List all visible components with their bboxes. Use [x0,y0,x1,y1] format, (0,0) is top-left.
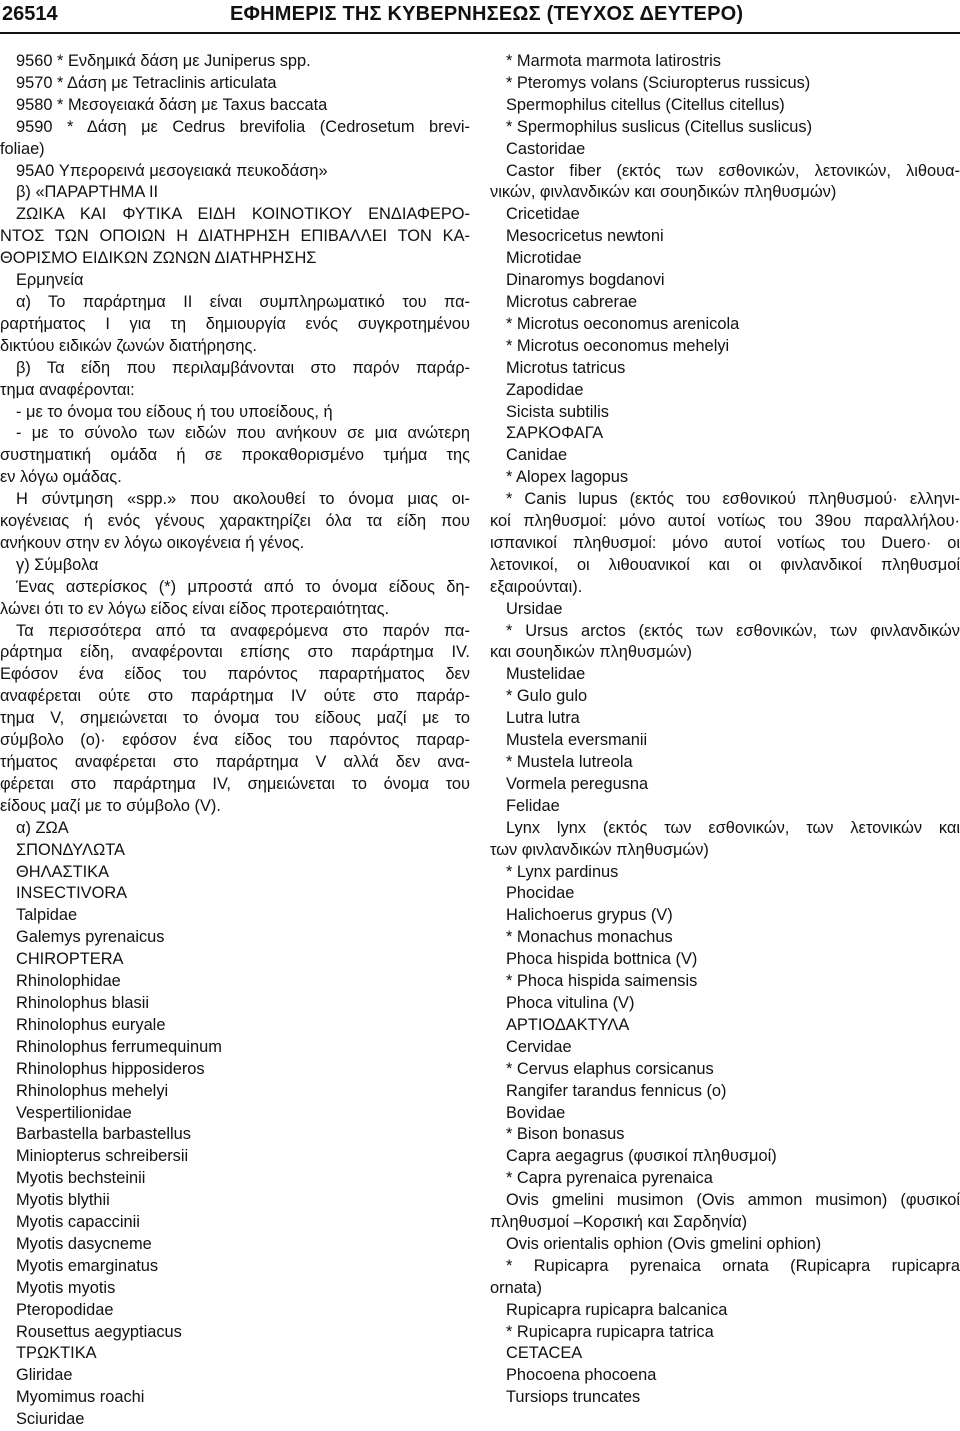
text-line: Lutra lutra [506,709,580,728]
text-line: * Ursus arctos (εκτός των εσθονικών, των φινλανδικών [506,621,960,640]
text-line: ΘΗΛΑΣΤΙΚΑ [16,862,110,881]
text-line: α) ΖΩΑ [16,818,69,837]
text-line: δικτύου ειδικών ζωνών διατήρησης. [0,336,257,355]
text-line: * Monachus monachus [506,928,673,947]
text-line: * Marmota marmota latirostris [506,52,721,70]
text-line: * Rupicapra pyrenaica ornata (Rupicapra rupicapra [506,1256,960,1275]
text-line: και σουηδικών πληθυσμών) [490,643,692,662]
text-line: Εφόσον ένα είδος του παρόντος παραρτήματος δεν [0,665,470,684]
text-line: * Alopex lagopus [506,468,629,487]
text-line: Sicista subtilis [506,402,609,421]
text-line: Talpidae [16,906,78,925]
text-line: Ερμηνεία [16,271,84,290]
text-line: Gliridae [16,1366,73,1385]
text-line: * Cervus elaphus corsicanus [506,1059,714,1078]
text-line: Bovidae [506,1103,566,1122]
text-line: Tursiops truncates [506,1388,641,1407]
text-line: Cervidae [506,1037,572,1056]
text-line: Zapodidae [506,380,584,399]
text-line: Myotis bechsteinii [16,1169,146,1188]
text-line: ΖΩΙΚΑ ΚΑΙ ΦΥΤΙΚΑ ΕΙΔΗ ΚΟΙΝΟΤΙΚΟΥ ΕΝΔΙΑΦΕΡΟ- [16,205,470,224]
text-line: ανήκουν στην εν λόγω οικογένεια ή γένος. [0,533,305,552]
text-line: ράρτημα είδη, αναφέρονται επίσης στο παράρτημα IV. [0,643,470,662]
text-line: Rangifer tarandus fennicus (o) [506,1081,727,1100]
text-line: ΝΤΟΣ ΤΩΝ ΟΠΟΙΩΝ Η ΔΙΑΤΗΡΗΣΗ ΕΠΙΒΑΛΛΕΙ ΤΟΝ ΚΑ- [0,227,470,246]
text-line: Canidae [506,446,568,465]
text-line: Rhinolophus blasii [16,993,150,1012]
text-line: Rhinolophus hipposideros [16,1059,205,1078]
text-line: τήματος αναφέρεται στο παράρτημα V αλλά δεν ανα- [0,753,470,771]
text-line: των φινλανδικών πληθυσμών) [490,840,709,859]
text-line: ΘΟΡΙΣΜΟ ΕΙΔΙΚΩΝ ΖΩΝΩΝ ΔΙΑΤΗΡΗΣΗΣ [0,249,317,268]
text-line: Rhinolophus euryale [16,1015,166,1034]
text-line: Myomimus roachi [16,1388,145,1407]
text-line: λετονικοί, οι λιθουανικοί και οι φινλανδικοί πληθυσμοί [490,555,960,574]
text-line: Myotis myotis [16,1278,116,1297]
text-line: Felidae [506,796,560,815]
text-line: Η σύντμηση «spp.» που ακολουθεί το όνομα μιας οι- [16,490,470,509]
text-line: 9570 * Δάση με Tetraclinis articulata [16,73,277,92]
text-line: Vespertilionidae [16,1103,132,1122]
text-line: σύμβολο (ο)· εφόσον ένα είδος του παρόντος παραρ- [0,731,470,750]
left-column [0,51,470,1431]
text-line: Mustela eversmanii [506,731,648,750]
page-number: 26514 [2,3,58,25]
text-line: * Bison bonasus [506,1125,625,1144]
text-line: εξαιρούνται). [490,577,583,596]
text-line: τημα V, σημειώνεται το όνομα του είδους μαζί με το [0,709,470,728]
text-line: Myotis emarginatus [16,1256,159,1275]
text-line: κοί πληθυσμοί: μόνο αυτοί νοτίως του 39ου παραλλήλου· [490,512,960,531]
text-line: ΤΡΩΚΤΙΚΑ [16,1344,97,1363]
text-line: Microtidae [506,249,582,268]
header-rule [0,32,960,34]
text-line: Τα περισσότερα από τα αναφερόμενα στο παρόν πα- [16,621,470,640]
text-line: λώνει ότι το εν λόγω είδος είναι είδος προτεραιότητας. [0,599,390,618]
text-line: Spermophilus citellus (Citellus citellus) [506,95,785,114]
text-line: Sciuridae [16,1410,85,1429]
text-line: Phocidae [506,884,575,903]
text-line: τημα αναφέρονται: [0,380,135,399]
text-line: συστηματική ομάδα ή σε προκαθορισμένο τμήμα της [0,446,470,465]
text-line: Galemys pyrenaicus [16,928,165,947]
text-line: Ovis gmelini musimon (Ovis ammon musimon) (φυσικοί [506,1191,960,1210]
text-line: Ένας αστερίσκος (*) μπροστά από το όνομα είδους δη- [16,577,470,596]
text-line: γ) Σύμβολα [16,555,99,574]
text-line: CHIROPTERA [16,950,124,969]
page-header [0,0,960,40]
text-line: * Rupicapra rupicapra tatrica [506,1322,714,1341]
text-line: - με το σύνολο των ειδών που ανήκουν σε μια ανώτερη [16,424,470,443]
text-line: Mesocricetus newtoni [506,227,664,246]
text-line: πληθυσμοί –Κορσική και Σαρδηνία) [490,1213,748,1232]
text-line: Rhinolophus mehelyi [16,1081,169,1100]
text-line: Rupicapra rupicapra balcanica [506,1300,728,1319]
text-line: Castor fiber (εκτός των εσθονικών, λετονικών, λιθουα- [506,161,960,180]
text-line: Cricetidae [506,205,580,224]
text-line: Phoca vitulina (V) [506,993,635,1012]
text-line: 9560 * Ενδημικά δάση με Juniperus spp. [16,52,311,70]
text-line: Microtus cabrerae [506,292,638,311]
text-line: Rhinolophidae [16,972,121,991]
text-line: 9580 * Μεσογειακά δάση με Taxus baccata [16,95,328,114]
text-line: Ursidae [506,599,563,618]
text-line: ΣΠΟΝΔΥΛΩΤΑ [16,840,125,859]
text-line: * Spermophilus suslicus (Citellus suslicus) [506,117,813,136]
text-line: εν λόγω ομάδας. [0,468,122,487]
text-line: β) Τα είδη που περιλαμβάνονται στο παρόν παράρ- [16,358,470,377]
text-line: * Gulo gulo [506,687,588,706]
text-line: * Microtus oeconomus arenicola [506,314,740,333]
text-line: * Pteromys volans (Sciuropterus russicus) [506,73,811,92]
text-line: β) «ΠΑΡΑΡΤΗΜΑ ΙΙ [16,183,159,202]
text-line: Myotis dasycneme [16,1234,152,1253]
text-line: Castoridae [506,139,586,158]
text-line: Myotis capaccinii [16,1213,140,1232]
text-line: ΑΡΤΙΟΔΑΚΤΥΛΑ [506,1015,630,1034]
right-column [490,51,960,1409]
text-line: CETACEA [506,1344,583,1363]
running-head: ΕΦΗΜΕΡΙΣ ΤΗΣ ΚΥΒΕΡΝΗΣΕΩΣ (ΤΕΥΧΟΣ ΔΕΥΤΕΡΟ) [230,3,744,25]
text-line: κογένειας ή ενός γένους χαρακτηρίζει όλα τα είδη που [0,512,470,531]
text-line: Pteropodidae [16,1300,114,1319]
text-line: ραρτήματος Ι για τη δημιουργία ενός συγκροτημένου [0,314,470,333]
text-line: Dinaromys bogdanovi [506,271,665,290]
text-line: Miniopterus schreibersii [16,1147,189,1166]
text-line: α) Το παράρτημα ΙΙ είναι συμπληρωματικό του πα- [16,292,470,311]
text-line: αναφέρεται ούτε στο παράρτημα IV ούτε στο παράρ- [0,687,470,706]
text-line: Microtus tatricus [506,358,626,377]
text-line: Phoca hispida bottnica (V) [506,950,698,969]
text-line: Lynx lynx (εκτός των εσθονικών, των λετονικών και [506,818,960,837]
text-line: ισπανικοί πληθυσμοί: μόνο αυτοί νοτίως του Duero· οι [490,533,960,552]
text-line: Halichoerus grypus (V) [506,906,673,925]
text-line: Rhinolophus ferrumequinum [16,1037,222,1056]
text-line: ornata) [490,1278,542,1297]
text-line: 95A0 Υπερορεινά μεσογειακά πευκοδάση» [16,161,328,180]
text-line: 9590 * Δάση με Cedrus brevifolia (Cedrosetum brevi- [16,117,470,136]
text-line: Ovis orientalis ophion (Ovis gmelini ophion) [506,1234,822,1253]
text-line: * Microtus oeconomus mehelyi [506,336,730,355]
text-line: Vormela peregusna [506,774,649,793]
text-line: Barbastella barbastellus [16,1125,191,1144]
text-line: Myotis blythii [16,1191,110,1210]
text-line: * Mustela lutreola [506,753,633,771]
text-line: Mustelidae [506,665,586,684]
text-line: φέρεται στο παράρτημα IV, σημειώνεται το όνομα του [0,774,470,793]
text-line: Rousettus aegyptiacus [16,1322,182,1341]
text-line: INSECTIVORA [16,884,128,903]
text-line: * Lynx pardinus [506,862,619,881]
text-line: είδους μαζί με το σύμβολο (V). [0,796,221,815]
text-line: - με το όνομα του είδους ή του υποείδους, ή [16,402,333,421]
text-line: * Phoca hispida saimensis [506,972,698,991]
text-line: Capra aegagrus (φυσικοί πληθυσμοί) [506,1147,777,1166]
text-line: ΣΑΡΚΟΦΑΓΑ [506,424,604,443]
text-line: νικών, φινλανδικών και σουηδικών πληθυσμών) [490,183,837,202]
text-line: Phocoena phocoena [506,1366,657,1385]
text-line: * Capra pyrenaica pyrenaica [506,1169,713,1188]
text-line: foliae) [0,139,45,158]
text-line: * Canis lupus (εκτός του εσθονικού πληθυσμού· ελληνι- [506,490,960,509]
